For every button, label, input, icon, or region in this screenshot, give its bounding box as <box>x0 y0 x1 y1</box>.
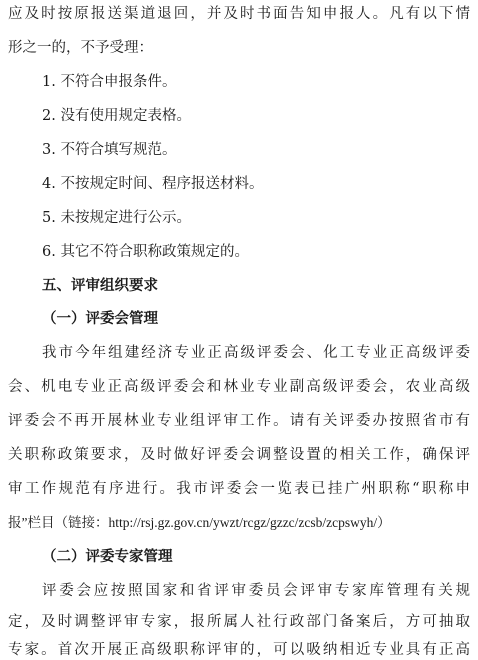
condition-item-6: 6. 其它不符合职称政策规定的。 <box>42 244 249 260</box>
paragraph-line-link: 报”栏目（链接：http://rsj.gz.gov.cn/ywzt/rcgz/gzzc/zcsb/zcpswyh/） <box>8 515 391 530</box>
condition-item-4: 4. 不按规定时间、程序报送材料。 <box>42 176 264 192</box>
paragraph-line: 关职称政策要求，及时做好评委会调整设置的相关工作，确保评 <box>8 447 470 463</box>
intro-line-2: 形之一的，不予受理： <box>8 40 153 56</box>
subsection-heading-experts: （二）评委专家管理 <box>42 548 173 565</box>
paragraph-line: 评委会不再开展林业专业组评审工作。请有关评委办按照省市有 <box>8 413 470 429</box>
section-heading-5: 五、评审组织要求 <box>42 278 158 294</box>
paragraph-line: 评委会应按照国家和省评审委员会评审专家库管理有关规 <box>42 583 470 599</box>
condition-item-5: 5. 未按规定进行公示。 <box>42 210 191 226</box>
paragraph-line: 专家。首次开展正高级职称评审的，可以吸纳相近专业具有正高 <box>8 642 470 658</box>
paragraph-line: 定，及时调整评审专家，报所属人社行政部门备案后，方可抽取 <box>8 614 470 630</box>
paragraph-line: 审工作规范有序进行。我市评委会一览表已挂广州职称“职称申 <box>8 481 470 497</box>
paragraph-line: 会、机电专业正高级评委会和林业专业副高级评委会，农业高级 <box>8 379 470 395</box>
subsection-heading-committee: （一）评委会管理 <box>42 310 158 327</box>
condition-item-2: 2. 没有使用规定表格。 <box>42 108 191 124</box>
paragraph-line: 我市今年组建经济专业正高级评委会、化工专业正高级评委 <box>42 345 470 361</box>
condition-item-3: 3. 不符合填写规范。 <box>42 142 177 158</box>
intro-line-1: 应及时按原报送渠道退回，并及时书面告知申报人。凡有以下情 <box>8 6 470 22</box>
condition-item-1: 1. 不符合申报条件。 <box>42 74 177 90</box>
